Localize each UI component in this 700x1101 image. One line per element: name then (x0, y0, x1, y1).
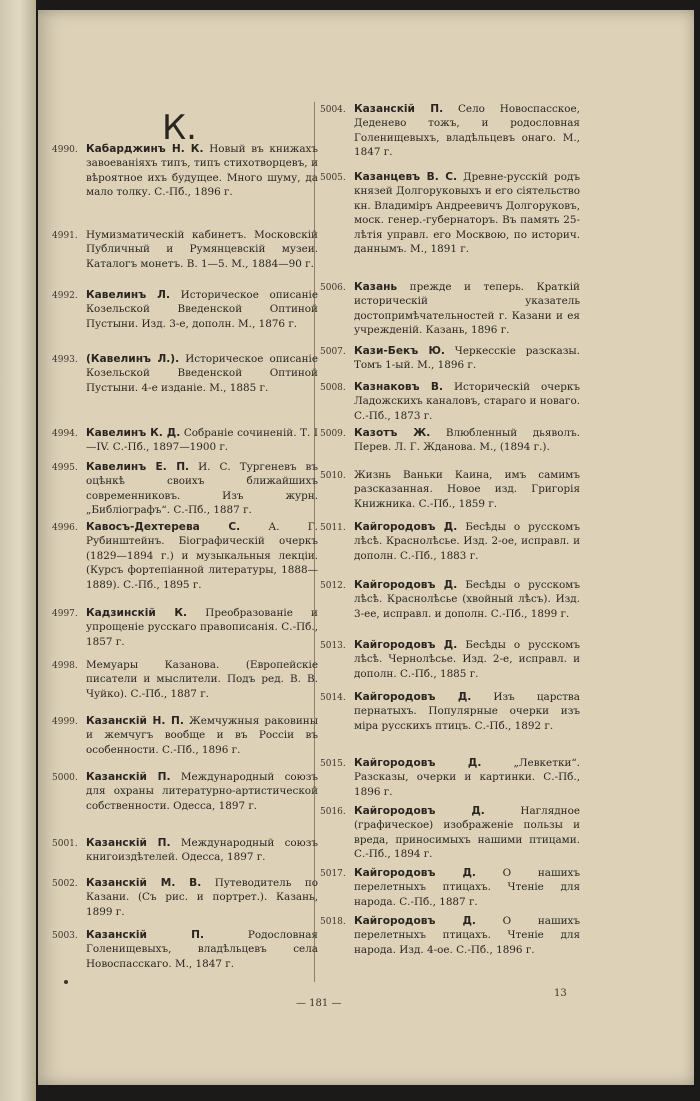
entry-author: Кайгородовъ Д. (354, 521, 458, 533)
entry-number: 4996. (52, 523, 78, 533)
entry-description: Влюбленный дьяволъ. Перев. Л. Г. Жданова. М., (1894 г.). (354, 427, 581, 454)
entry-description: Родословная Голенищевыхъ, владѣльцевъ села Новоспасскаго. М., 1847 г. (86, 929, 318, 970)
entry-text (354, 520, 580, 563)
entry-author: Казнаковъ В. (354, 381, 443, 393)
entry-text (354, 756, 580, 799)
entry-number: 5008. (320, 383, 346, 393)
entry-description: Бесѣды о русскомъ лѣсѣ. Чернолѣсье. Изд. 2-е, исправл. и дополн. С.-Пб., 1885 г. (354, 639, 580, 680)
entry-text (354, 102, 580, 160)
entry-text (354, 638, 580, 681)
entry-description: Бесѣды о русскомъ лѣсѣ. Краснолѣсье. Изд. 2-ое, исправл. и дополн. С.-Пб., 1883 г. (354, 521, 580, 562)
entry-description: „Левкетки“. Разсказы, очерки и картинки. С.-Пб., 1896 г. (354, 757, 580, 798)
entry-description: А. Г. Рубинштейнъ. Бiографическiй очеркъ (1829—1894 г.) и музыкальныя лекцiи. (Курсъ фортепiанной литературы, 1888—1889). С.-Пб., 1895 г. (86, 521, 318, 591)
entry-author: Кайгородовъ Д. (354, 867, 476, 879)
entry-number: 5006. (320, 283, 346, 293)
entry-author: Кабарджинъ Н. К. (86, 143, 204, 155)
entry-author: Кази-Бекъ Ю. (354, 345, 445, 357)
entry-description: Собранiе сочиненiй. Т. I—IV. С.-Пб., 1897—1900 г. (86, 427, 318, 454)
entry-number: 5016. (320, 807, 346, 817)
entry-number: 5002. (52, 879, 78, 889)
entry-description: Международный союзъ книгоиздѣтелей. Одесса, 1897 г. (86, 837, 318, 864)
entry-author: Кайгородовъ Д. (354, 639, 458, 651)
entry-number: 5011. (320, 523, 346, 533)
entry-author: Кавелинъ К. Д. (86, 427, 181, 439)
entry-description: Путеводитель по Казани. (Съ рис. и портрет.). Казань, 1899 г. (86, 877, 319, 918)
entry-text (354, 170, 580, 256)
section-letter: К. (162, 108, 197, 148)
entry-number: 4990. (52, 145, 78, 155)
entry-text (354, 344, 580, 373)
entry-author: Казанскiй П. (354, 103, 444, 115)
entry-text (86, 288, 318, 331)
entry-description: Нумизматическiй кабинетъ. Московскiй Публичный и Румянцевскiй музеи. Каталогъ монетъ. В. 1—5. М., 1884—90 г. (86, 229, 318, 270)
entry-number: 5007. (320, 347, 346, 357)
entry-author: Кавелинъ Л. (86, 289, 170, 301)
entry-text (86, 426, 318, 455)
entry-text (86, 876, 318, 919)
entry-text (354, 578, 580, 621)
entry-number: 5018. (320, 917, 346, 927)
entry-text (86, 142, 318, 200)
entry-text (354, 468, 580, 511)
entry-number: 5001. (52, 839, 78, 849)
entry-number: 5013. (320, 641, 346, 651)
entry-author: Казанскiй Н. П. (86, 715, 184, 727)
page-mark (64, 980, 68, 984)
book-page (38, 10, 694, 1085)
entry-number: 5015. (320, 759, 346, 769)
entry-author: Кавелинъ Е. П. (86, 461, 190, 473)
entry-description: Жемчужныя раковины и жемчугъ вообще и въ Россiи въ особенности. С.-Пб., 1896 г. (86, 715, 318, 756)
entry-number: 4991. (52, 231, 78, 241)
entry-text (354, 690, 580, 733)
entry-author: (Кавелинъ Л.). (86, 353, 180, 365)
entry-number: 5004. (320, 105, 346, 115)
entry-author: Кайгородовъ Д. (354, 579, 458, 591)
entry-description: Жизнь Ваньки Каина, имъ самимъ разсказанная. Новое изд. Григорiя Книжника. С.-Пб., 1859 г. (354, 469, 580, 510)
entry-author: Казанскiй П. (86, 837, 171, 849)
entry-number: 5000. (52, 773, 78, 783)
entry-author: Кайгородовъ Д. (354, 805, 485, 817)
entry-number: 5005. (320, 173, 346, 183)
entry-author: Кайгородовъ Д. (354, 915, 476, 927)
entry-description: О нашихъ перелетныхъ птицахъ. Чтенiе для народа. С.-Пб., 1887 г. (354, 867, 580, 908)
entry-author: Казанскiй П. (86, 929, 205, 941)
page-number: — 181 — (296, 998, 342, 1009)
entry-author: Кайгородовъ Д. (354, 691, 472, 703)
entry-author: Казанскiй М. В. (86, 877, 202, 889)
entry-text (86, 606, 318, 649)
entry-number: 4992. (52, 291, 78, 301)
entry-description: Международный союзъ для охраны литературно-артистической собственности. Одесса, 1897 г. (86, 771, 318, 812)
entry-author: Казотъ Ж. (354, 427, 431, 439)
entry-text (86, 770, 318, 813)
entry-description: Бесѣды о русскомъ лѣсѣ. Краснолѣсье (хвойный лѣсъ). Изд. 3-ее, исправл. и дополн. С.-Пб., 1899 г. (354, 579, 580, 620)
entry-text (86, 836, 318, 865)
entry-text (86, 460, 318, 518)
entry-text (354, 380, 580, 423)
entry-author: Казанскiй П. (86, 771, 171, 783)
entry-text (86, 228, 318, 271)
entry-text (86, 928, 318, 971)
entry-number: 5014. (320, 693, 346, 703)
entry-number: 4997. (52, 609, 78, 619)
entry-text (354, 280, 580, 338)
entry-text (86, 352, 318, 395)
entry-description: Преобразованiе и упрощенiе русскаго правописанiя. С.-Пб., 1857 г. (86, 607, 318, 648)
entry-description: Древне-русскiй родъ князей Долгоруковыхъ и его сiятельство кн. Владимiръ Андреевичъ Долгоруковъ, моск. генер.-губернаторъ. Въ память 25-лѣтiя управл. его Москвою, по историч. даннымъ. М., 1891 г. (354, 171, 580, 256)
entry-text (86, 714, 318, 757)
entry-description: Историческое описанiе Козельской Введенской Оптиной Пустыни. 4-е изданiе. М., 1885 г. (86, 353, 318, 394)
entry-description: Село Новоспасское, Деденево тожъ, и родословная Голенищевыхъ, владѣльцевъ онаго. М., 1847 г. (354, 103, 580, 159)
entry-description: прежде и теперь. Краткiй историческiй указатель достопримѣчательностей г. Казани и ея учрежденiй. Казань, 1896 г. (354, 281, 580, 337)
entry-number: 4995. (52, 463, 78, 473)
book-edge (0, 0, 36, 1101)
entry-number: 4998. (52, 661, 78, 671)
entry-description: Мемуары Казанова. (Европейскiе писатели и мыслители. Подъ ред. В. В. Чуйко). С.-Пб., 1887 г. (86, 659, 318, 700)
entry-author: Кавосъ-Дехтерева С. (86, 521, 241, 533)
entry-number: 4994. (52, 429, 78, 439)
entry-number: 5017. (320, 869, 346, 879)
entry-description: Историческiй очеркъ Ладожскихъ каналовъ, стараго и новаго. С.-Пб., 1873 г. (354, 381, 580, 422)
entry-number: 4999. (52, 717, 78, 727)
entry-author: Казанцевъ В. С. (354, 171, 458, 183)
entry-text (86, 658, 318, 701)
entry-text (354, 804, 580, 862)
entry-description: Новый въ книжахъ завоеванiяхъ типъ, типъ стихотворцевъ, и вѣроятное ихъ будущее. Много шуму, да мало толку. С.-Пб., 1896 г. (86, 143, 318, 199)
entry-number: 5003. (52, 931, 78, 941)
entry-number: 5012. (320, 581, 346, 591)
entry-text (354, 866, 580, 909)
entry-text (354, 914, 580, 957)
entry-text (354, 426, 580, 455)
entry-text (86, 520, 318, 592)
entry-author: Кайгородовъ Д. (354, 757, 482, 769)
entry-description: Историческое описанiе Козельской Введенской Оптиной Пустыни. Изд. 3-е, дополн. М., 1876 г. (86, 289, 318, 330)
entry-number: 5010. (320, 471, 346, 481)
entry-description: Черкесскiе разсказы. Томъ 1-ый. М., 1896 г. (354, 345, 580, 372)
entry-description: И. С. Тургеневъ въ оцѣнкѣ своихъ ближайшихъ современниковъ. Изъ журн. „Библiографъ“. С.-Пб., 1887 г. (86, 461, 319, 517)
entry-author: Кадзинскiй К. (86, 607, 188, 619)
entry-description: Наглядное (графическое) изображенiе пользы и вреда, приносимыхъ нашими птицами. С.-Пб., 1894 г. (354, 805, 580, 861)
signature-mark: 13 (554, 988, 567, 999)
entry-number: 4993. (52, 355, 78, 365)
entry-author: Казань (354, 281, 398, 293)
entry-description: О нашихъ перелетныхъ птицахъ. Чтенiе для народа. Изд. 4-ое. С.-Пб., 1896 г. (354, 915, 580, 956)
entry-description: Изъ царства пернатыхъ. Популярные очерки изъ мiра русскихъ птицъ. С.-Пб., 1892 г. (354, 691, 580, 732)
entry-number: 5009. (320, 429, 346, 439)
